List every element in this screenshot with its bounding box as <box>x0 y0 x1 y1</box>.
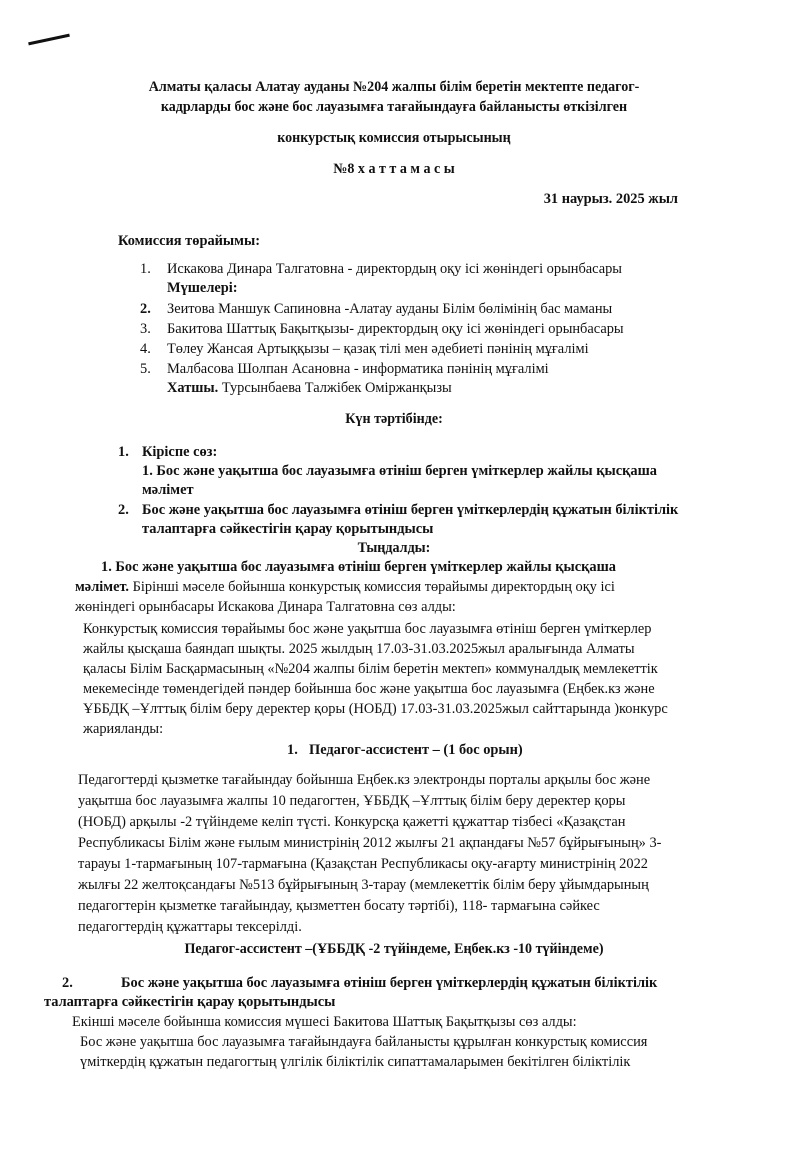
commission-item: Искакова Динара Талгатовна - директордың оқу ісі жөніндегі орынбасары <box>167 261 622 277</box>
paragraph-line: Бос және уақытша бос лауазымға тағайындауға байланысты құрылған конкурстық комиссия <box>80 1034 648 1050</box>
commission-item-num: 4. <box>140 341 151 357</box>
secretary-name: Турсынбаева Талжібек Омiржанқызы <box>218 380 452 396</box>
paragraph-line: педагогтердің құжаттары тексерілді. <box>78 919 302 935</box>
section-2-title: Бос және уақытша бос лауазымға өтініш берген үміткерлердің құжатын біліктілік <box>121 975 658 991</box>
section-2-num: 2. <box>62 975 73 991</box>
secretary-line <box>167 379 452 397</box>
heard-heading: Тыңдалды: <box>357 540 431 556</box>
commission-item-num: 1. <box>140 261 151 277</box>
paragraph-line: ҰББДҚ –Ұлттық білім беру деректер қоры (НОБД) 17.03-31.03.2025жыл сайттарында )конкурс <box>83 701 668 717</box>
chair-heading: Комиссия төрайымы: <box>118 233 261 249</box>
paragraph-line: қаласы Білім Басқармасының «№204 жалпы білім беретін мектеп» коммуналдық мемлекеттік <box>83 661 658 677</box>
position-title: Педагог-ассистент – (1 бос орын) <box>309 742 523 758</box>
members-heading: Мүшелері: <box>167 280 238 296</box>
title-line-1: Алматы қаласы Алатау ауданы №204 жалпы білім беретін мектепте педагог- <box>148 79 640 95</box>
paragraph-line: педагогтерін қызметке тағайындау, қызметтен босату тәртібі), 118- тармағына сәйкес <box>78 898 600 914</box>
paragraph-line: жайлы қысқаша баяндап шықты. 2025 жылдың 17.03-31.03.2025жыл аралығында Алматы <box>83 641 635 657</box>
agenda-heading: Күн тәртібінде: <box>345 411 443 427</box>
heard-para-1-cont <box>75 578 615 596</box>
paragraph-line: Екінші мәселе бойынша комиссия мүшесі Бакитова Шаттық Бақытқызы сөз алды: <box>72 1014 577 1030</box>
paragraph-line: Педагогтерді қызметке тағайындау бойынша Еңбек.кз электронды порталы арқылы бос және <box>78 772 651 788</box>
paragraph-line: үміткердің құжатын педагогтың үлгілік біліктілік сипаттамаларымен бекітілген біліктілік <box>80 1054 631 1070</box>
heard-para-1-end: жөніндегі орынбасары Искакова Динара Талгатовна сөз алды: <box>75 599 456 615</box>
agenda-item-num: 1. <box>118 444 129 460</box>
protocol-number: №8 х а т т а м а с ы <box>333 161 455 177</box>
commission-item: Зеитова Маншук Сапиновна -Алатау ауданы Білім бөлімінің бас маманы <box>167 301 613 317</box>
agenda-item-label: Кіріспе сөз: <box>142 444 218 460</box>
corner-mark <box>28 34 70 46</box>
commission-item-num: 5. <box>140 361 151 377</box>
agenda-sub-item: 1. Бос және уақытша бос лауазымға өтініш берген үміткерлер жайлы қысқаша <box>142 463 657 479</box>
paragraph-line: уақытша бос лауазымға жалпы 10 педагогтен, ҰББДҚ –Ұлттық білім беру деректер қоры <box>78 793 626 809</box>
heard-para-1: 1. Бос және уақытша бос лауазымға өтініш берген үміткерлер жайлы қысқаша <box>101 559 616 575</box>
paragraph-line: мекемесінде төмендегідей пәндер бойынша бос және уақытша бос лауазымға (Еңбек.кз және <box>83 681 655 697</box>
agenda-item: Бос және уақытша бос лауазымға өтініш берген үміткерлердің құжатын біліктілік <box>142 502 679 518</box>
secretary-label: Хатшы. <box>167 380 219 396</box>
paragraph-line: (НОБД) арқылы -2 түйіндеме келіп түсті. Конкурсқа қажетті құжаттар тізбесі «Қазақстан <box>78 814 626 830</box>
summary-line: Педагог-ассистент –(ҰББДҚ -2 түйіндеме, Еңбек.кз -10 түйіндеме) <box>184 941 604 957</box>
commission-item: Бакитова Шаттық Бақытқызы- директордың оқу ісі жөніндегі орынбасары <box>167 321 624 337</box>
title-line-2: кадрларды бос және бос лауазымға тағайындауға байланысты өткізілген <box>160 99 628 115</box>
commission-item-num: 3. <box>140 321 151 337</box>
section-2-title-cont: талаптарға сәйкестігін қарау қорытындысы <box>44 994 336 1010</box>
heard-para-1-bold: мәлімет. <box>75 579 130 595</box>
paragraph-line: жылғы 22 желтоқсандағы №513 бұйрығының 3-тарау (мемлекеттік білім беру ұйымдарының <box>78 877 649 893</box>
agenda-sub-item-cont: мәлімет <box>142 482 194 498</box>
document-date: 31 наурыз. 2025 жыл <box>543 191 678 207</box>
commission-item-num: 2. <box>140 301 151 317</box>
agenda-item-cont: талаптарға сәйкестігін қарау қорытындысы <box>142 521 434 537</box>
heard-para-1-text: Бірінші мәселе бойынша конкурстық комиссия төрайымы директордың оқу ісі <box>129 579 615 595</box>
paragraph-line: Конкурстық комиссия төрайымы бос және уақытша бос лауазымға өтініш берген үміткерлер <box>83 621 652 637</box>
paragraph-line: жарияланды: <box>83 721 164 737</box>
title-line-3: конкурстық комиссия отырысының <box>277 130 511 146</box>
commission-item: Төлеу Жансая Артыққызы – қазақ тілі мен әдебиеті пәнінің мұғалімі <box>167 341 589 357</box>
position-num: 1. <box>287 742 298 758</box>
agenda-item-num: 2. <box>118 502 129 518</box>
paragraph-line: Республикасы Білім және ғылым министрінің 2012 жылғы 21 ақпандағы №57 бұйрығының» 3- <box>78 835 662 851</box>
paragraph-line: тарауы 1-тармағының 107-тармағына (Қазақстан Республикасы оқу-ағарту министрінің 2022 <box>78 856 648 872</box>
commission-item: Малбасова Шолпан Асановна - информатика пәнінің мұғалімі <box>167 361 549 377</box>
